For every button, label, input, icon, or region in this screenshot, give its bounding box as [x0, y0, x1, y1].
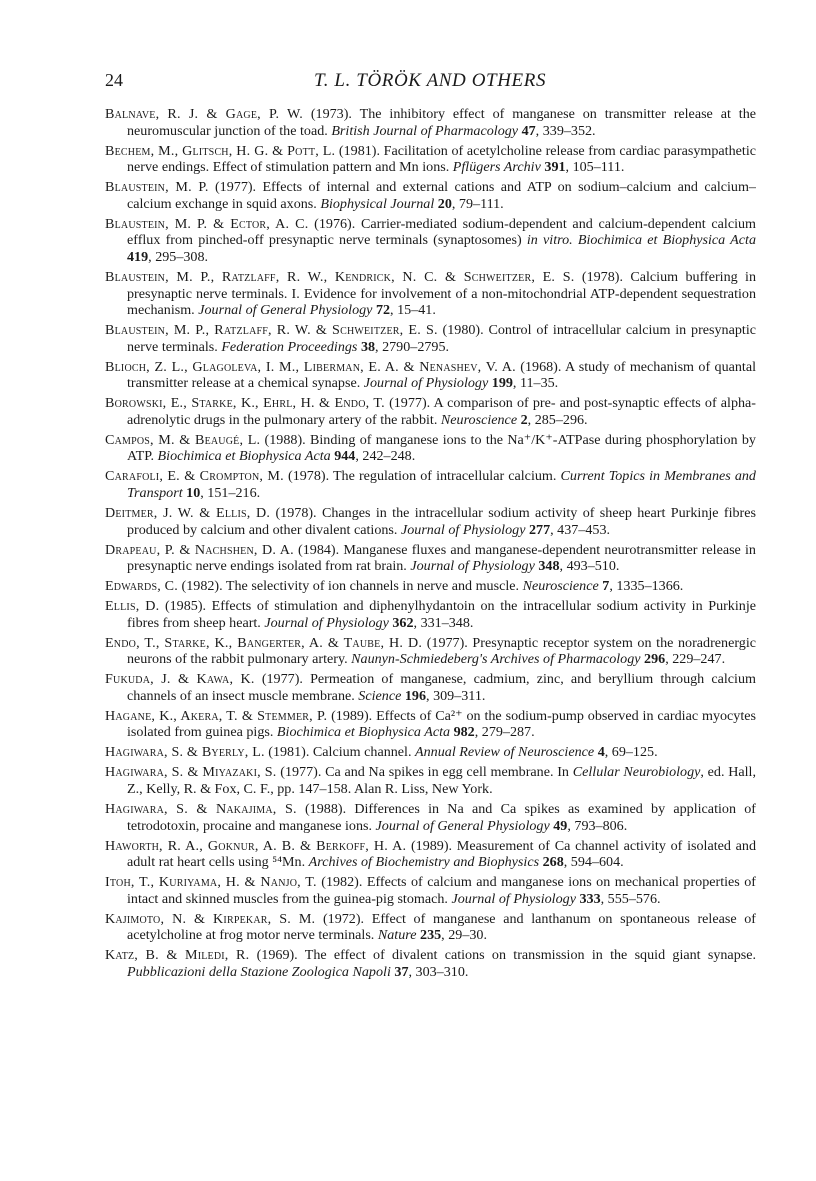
reference-volume: 38: [360, 338, 376, 355]
reference-journal: Biochimica et Biophysica Acta: [157, 448, 331, 465]
reference-journal: Neuroscience: [522, 578, 599, 595]
reference-volume: 268: [542, 854, 564, 871]
reference-entry: [105, 947, 756, 980]
reference-pages: , 105–111.: [565, 159, 625, 176]
reference-authors: Blaustein, M. P.: [105, 179, 209, 196]
reference-entry: [105, 269, 756, 319]
reference-entry: [105, 635, 756, 668]
reference-entry: [105, 671, 756, 704]
reference-authors: Balnave, R. J. & Gage, P. W.: [105, 106, 303, 122]
reference-entry: [105, 598, 756, 631]
reference-pages: , 15–41.: [390, 302, 436, 319]
reference-authors: Drapeau, P. & Nachshen, D. A.: [105, 541, 294, 558]
reference-entry: [105, 911, 756, 944]
reference-pages: , 69–125.: [604, 744, 658, 761]
reference-journal: Journal of Physiology: [363, 375, 489, 392]
reference-entry: [105, 359, 756, 392]
reference-pages: , 279–287.: [474, 724, 535, 741]
reference-title: (1977). Effects of internal and external cations and ATP on sodium–calcium and calcium–calcium exchange in squid axons.: [127, 179, 756, 212]
reference-authors: Kajimoto, N. & Kirpekar, S. M.: [105, 910, 316, 927]
reference-journal: Nature: [377, 927, 417, 944]
reference-authors: Hagiwara, S. & Nakajima, S.: [105, 800, 297, 817]
reference-entry: [105, 432, 756, 465]
reference-entry: [105, 143, 756, 176]
reference-pages: , 79–111.: [451, 195, 504, 212]
reference-pages: , 151–216.: [200, 484, 261, 501]
reference-entry: [105, 764, 756, 797]
reference-journal: Biochimica et Biophysica Acta: [276, 724, 451, 741]
reference-authors: Blaustein, M. P., Ratzlaff, R. W., Kendrick, N. C. & Schweitzer, E. S.: [105, 268, 575, 285]
reference-entry: [105, 468, 756, 501]
reference-title: (1982). The selectivity of ion channels in nerve and muscle.: [178, 578, 523, 595]
reference-journal: Current Topics in Membranes and Transport: [127, 468, 756, 501]
reference-pages: , 555–576.: [600, 890, 661, 907]
reference-pages: , 303–310.: [408, 963, 469, 980]
reference-title: (1982). Effects of calcium and manganese ions on mechanical properties of intact and skinned muscles from the guinea-pig stomach.: [127, 874, 756, 907]
reference-volume: 362: [392, 614, 414, 631]
reference-entry: [105, 395, 756, 428]
reference-entry: [105, 578, 756, 595]
reference-title: (1976). Carrier-mediated sodium-dependent and calcium-dependent calcium efflux from pinched-off presynaptic nerve terminals (synaptosomes): [127, 215, 756, 249]
reference-volume: 419: [127, 248, 149, 265]
reference-pages: , 2790–2795.: [375, 338, 450, 355]
reference-pages: , 295–308.: [148, 248, 209, 265]
reference-entry: [105, 708, 756, 741]
reference-journal: Journal of Physiology: [451, 890, 576, 907]
reference-entry: [105, 216, 756, 266]
reference-authors: Hagane, K., Akera, T. & Stemmer, P.: [105, 707, 328, 724]
reference-pages: , 793–806.: [567, 817, 628, 834]
reference-pages: , 331–348.: [413, 614, 474, 631]
reference-volume: 7: [602, 578, 610, 595]
reference-title: (1977). Ca and Na spikes in egg cell membrane. In: [276, 764, 573, 781]
reference-volume: 37: [394, 963, 409, 980]
reference-volume: 391: [544, 159, 566, 176]
reference-authors: Edwards, C.: [105, 578, 179, 595]
reference-title: (1988). Binding of manganese ions to the Na⁺/K⁺-ATPase during phosphorylation by ATP.: [127, 431, 756, 465]
reference-title: (1981). Facilitation of acetylcholine release from cardiac parasympathetic nerve endings. Effect of stimulation pattern and Mn ions.: [127, 142, 756, 176]
reference-title: (1977). Presynaptic receptor system on the noradrenergic neurons of the rabbit pulmonary artery.: [127, 634, 757, 668]
reference-volume: 72: [375, 302, 391, 319]
reference-entry: [105, 106, 756, 139]
reference-pages: , 437–453.: [550, 521, 611, 538]
reference-authors: Ellis, D.: [105, 598, 160, 615]
reference-title: (1981). Calcium channel.: [264, 744, 416, 761]
reference-journal: Journal of Physiology: [410, 558, 535, 575]
reference-pages: , 339–352.: [535, 122, 596, 139]
reference-entry: [105, 179, 756, 212]
reference-volume: 49: [553, 817, 568, 834]
reference-title: (1978). Calcium buffering in presynaptic nerve terminals. I. Evidence for involvement of a non-mitochondrial ATP-dependent sequestration mechanism.: [127, 268, 757, 319]
reference-authors: Itoh, T., Kuriyama, H. & Nanjo, T.: [105, 874, 317, 891]
reference-journal: in vitro. Biochimica et Biophysica Acta: [526, 232, 756, 249]
reference-journal: Federation Proceedings: [221, 338, 358, 355]
reference-volume: 296: [644, 651, 666, 668]
reference-volume: 196: [404, 687, 427, 704]
reference-authors: Deitmer, J. W. & Ellis, D.: [105, 504, 271, 521]
reference-authors: Bechem, M., Glitsch, H. G. & Pott, L.: [105, 142, 336, 159]
reference-pages: , ed. Hall, Z., Kelly, R. & Fox, C. F., pp. 147–158. Alan R. Liss, New York.: [127, 764, 756, 797]
reference-title: (1984). Manganese fluxes and manganese-dependent neurotransmitter release in presynaptic nerve endings isolated from rat brain.: [127, 541, 756, 575]
reference-title: (1980). Control of intracellular calcium in presynaptic nerve terminals.: [127, 322, 756, 355]
reference-entry: [105, 874, 756, 907]
page-header: [105, 70, 755, 100]
reference-authors: Fukuda, J. & Kawa, K.: [105, 671, 255, 688]
reference-journal: Journal of Physiology: [264, 614, 389, 631]
reference-entry: [105, 505, 756, 538]
reference-journal: Biophysical Journal: [320, 195, 435, 212]
reference-journal: British Journal of Pharmacology: [331, 122, 519, 139]
reference-authors: Blaustein, M. P. & Ector, A. C.: [105, 215, 309, 232]
reference-entry: [105, 322, 756, 355]
reference-authors: Carafoli, E. & Crompton, M.: [105, 468, 284, 485]
reference-pages: , 1335–1366.: [609, 578, 684, 595]
reference-authors: Hagiwara, S. & Byerly, L.: [105, 744, 265, 761]
reference-pages: , 11–35.: [512, 375, 559, 392]
reference-journal: Annual Review of Neuroscience: [415, 744, 595, 761]
reference-journal: Journal of General Physiology: [198, 302, 373, 319]
reference-volume: 2: [520, 411, 528, 428]
reference-pages: , 493–510.: [559, 558, 620, 575]
reference-volume: 982: [453, 724, 475, 741]
page-number: 24: [105, 70, 123, 90]
reference-title: (1973). The inhibitory effect of manganese on transmitter release at the neuromuscular junction of the toad.: [127, 106, 756, 139]
reference-volume: 348: [538, 558, 560, 575]
reference-list: [105, 106, 756, 984]
reference-volume: 277: [528, 521, 551, 538]
reference-title: (1989). Measurement of Ca channel activity of isolated and adult rat heart cells using ⁵⁴Mn.: [127, 837, 756, 871]
reference-title: (1988). Differences in Na and Ca spikes as examined by application of tetrodotoxin, procaine and manganese ions.: [127, 800, 756, 834]
reference-pages: , 229–247.: [665, 651, 726, 668]
reference-volume: 20: [437, 195, 452, 212]
reference-entry: [105, 744, 756, 761]
reference-pages: , 309–311.: [426, 687, 486, 704]
reference-journal: Archives of Biochemistry and Biophysics: [308, 854, 540, 871]
running-head: T. L. TÖRÖK AND OTHERS: [313, 70, 547, 91]
reference-journal: Pflügers Archiv: [452, 159, 541, 176]
reference-entry: [105, 838, 756, 871]
reference-volume: 944: [334, 448, 356, 465]
reference-authors: Campos, M. & Beaugé, L.: [105, 431, 261, 448]
reference-authors: Blioch, Z. L., Glagoleva, I. M., Liberman, E. A. & Nenashev, V. A.: [105, 358, 516, 375]
reference-journal: Naunyn-Schmiedeberg's Archives of Pharmacology: [351, 651, 641, 668]
reference-authors: Blaustein, M. P., Ratzlaff, R. W. & Schweitzer, E. S.: [105, 322, 438, 339]
reference-authors: Katz, B. & Miledi, R.: [105, 947, 250, 964]
reference-journal: Neuroscience: [440, 411, 518, 428]
reference-entry: [105, 542, 756, 575]
reference-authors: Hagiwara, S. & Miyazaki, S.: [105, 764, 277, 781]
reference-journal: Journal of General Physiology: [375, 817, 550, 834]
reference-volume: 47: [521, 122, 536, 139]
reference-pages: , 29–30.: [441, 927, 487, 944]
reference-title: (1989). Effects of Ca²⁺ on the sodium-pump observed in cardiac myocytes isolated from guinea pigs.: [127, 707, 756, 741]
reference-volume: 4: [597, 744, 605, 761]
reference-authors: Haworth, R. A., Goknur, A. B. & Berkoff, H. A.: [105, 837, 407, 854]
reference-title: (1968). A study of mechanism of quantal transmitter release at a chemical synapse.: [127, 358, 757, 392]
reference-volume: 199: [491, 375, 513, 392]
reference-journal: Science: [358, 687, 402, 704]
reference-title: (1977). Permeation of manganese, cadmium, zinc, and beryllium through calcium channels of an insect muscle membrane.: [127, 671, 756, 704]
reference-volume: 235: [420, 927, 442, 944]
reference-volume: 333: [579, 890, 601, 907]
reference-title: (1972). Effect of manganese and lanthanum on spontaneous release of acetylcholine at frog motor nerve terminals.: [127, 910, 757, 944]
reference-title: (1985). Effects of stimulation and diphenylhydantoin on the intracellular sodium activity in Purkinje fibres from sheep heart.: [127, 598, 756, 631]
reference-authors: Borowski, E., Starke, K., Ehrl, H. & Endo, T.: [105, 395, 385, 412]
reference-title: (1969). The effect of divalent cations on transmission in the squid giant synapse.: [249, 947, 757, 964]
reference-pages: , 285–296.: [527, 411, 588, 428]
reference-authors: Endo, T., Starke, K., Bangerter, A. & Taube, H. D.: [105, 634, 423, 651]
reference-title: (1977). A comparison of pre- and post-synaptic effects of alpha-adrenolytic drugs in the pulmonary artery of the rabbit.: [127, 395, 756, 428]
reference-pages: , 242–248.: [355, 448, 416, 465]
reference-journal: Journal of Physiology: [400, 521, 526, 538]
reference-title: (1978). Changes in the intracellular sodium activity of sheep heart Purkinje fibres produced by calcium and other divalent cations.: [127, 504, 756, 538]
reference-volume: 10: [186, 484, 201, 501]
reference-journal: Cellular Neurobiology: [572, 764, 701, 781]
reference-title: (1978). The regulation of intracellular calcium.: [283, 468, 561, 485]
reference-pages: , 594–604.: [563, 854, 624, 871]
reference-entry: [105, 801, 756, 834]
reference-journal: Pubblicazioni della Stazione Zoologica Napoli: [127, 963, 391, 980]
